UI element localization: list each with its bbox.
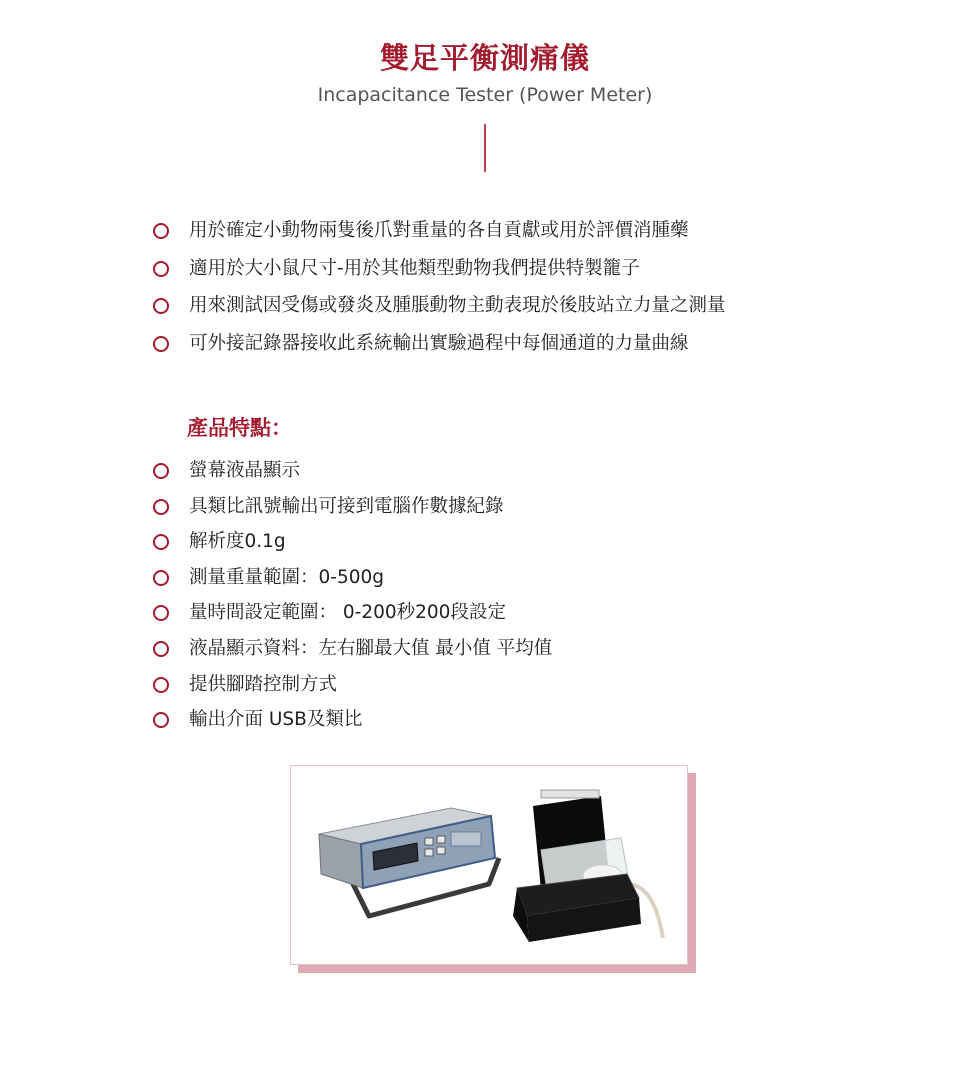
list-item [152,453,552,489]
list-item-text: 可外接記錄器接收此系統輸出實驗過程中每個通道的力量曲線 [189,332,689,354]
panel-button [437,847,445,854]
list-item-text: 提供腳踏控制方式 [189,673,338,695]
ring-bullet-icon [153,261,169,277]
list-item [152,489,552,525]
list-item [152,631,552,667]
list-item-text: 液晶顯示資料：左右腳最大值 最小值 平均值 [189,637,553,659]
list-item-text: 測量重量範圍：0-500g [189,566,385,588]
list-item [152,702,552,738]
list-item-text: 用於確定小動物兩隻後爪對重量的各自貢獻或用於評價消腫藥 [189,220,689,241]
ring-bullet-icon [153,534,169,550]
list-item-text: 輸出介面 USB及類比 [189,709,363,731]
list-item-text: 適用於大小鼠尺寸-用於其他類型動物我們提供特製籠子 [189,257,640,279]
title-divider [484,124,486,172]
list-item [152,250,726,288]
panel-button [425,838,433,845]
list-item-text: 用來測試因受傷或發炎及腫脹動物主動表現於後肢站立力量之測量 [189,295,726,316]
list-item-text: 螢幕液晶顯示 [189,460,301,481]
page-subtitle: Incapacitance Tester (Power Meter) [317,84,653,106]
ring-bullet-icon [153,336,169,352]
ring-bullet-icon [153,605,169,621]
cage-top-strip [541,790,599,798]
features-heading: 產品特點： [187,416,292,440]
list-item [152,325,726,363]
list-item-text: 具類比訊號輸出可接到電腦作數據紀錄 [189,495,504,517]
list-item [152,212,726,250]
list-item [152,667,552,703]
list-item [152,287,726,325]
panel-label [451,832,481,846]
intro-list [152,212,726,362]
list-item [152,560,552,596]
ring-bullet-icon [153,223,169,239]
ring-bullet-icon [153,463,169,479]
list-item [152,524,552,560]
list-item-text: 量時間設定範圍： 0-200秒200段設定 [189,602,506,624]
page-title: 雙足平衡測痛儀 [379,41,590,75]
ring-bullet-icon [153,499,169,515]
panel-button [425,849,433,856]
panel-button [437,836,445,843]
ring-bullet-icon [153,712,169,728]
features-list [152,453,552,738]
product-illustration [291,766,687,964]
ring-bullet-icon [153,570,169,586]
product-photo [290,765,688,965]
ring-bullet-icon [153,677,169,693]
list-item-text: 解析度0.1g [189,531,286,553]
ring-bullet-icon [153,298,169,314]
list-item [152,595,552,631]
ring-bullet-icon [153,641,169,657]
